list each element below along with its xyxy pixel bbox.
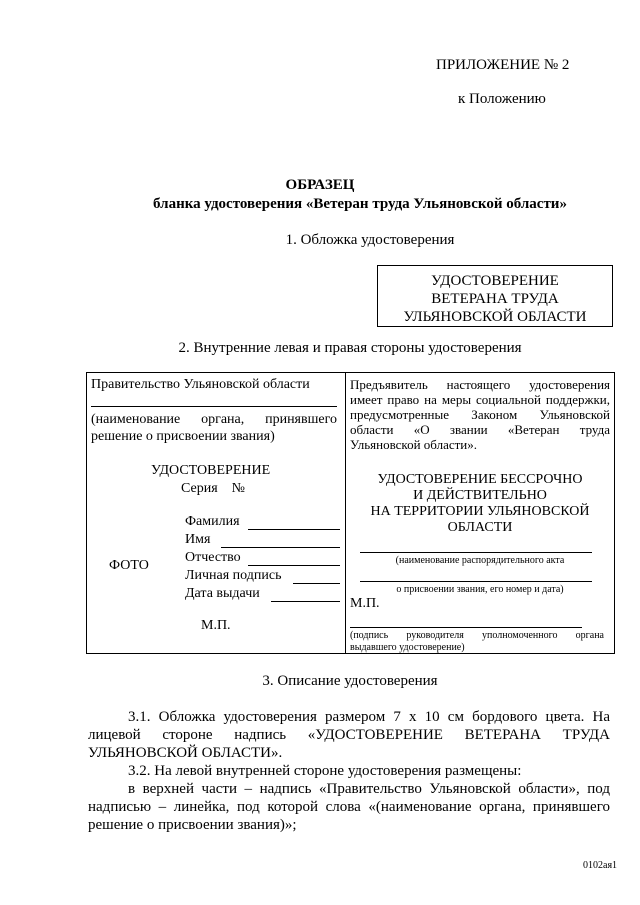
description-paragraph-2: 3.2. На левой внутренней стороне удостоверения размещены:: [128, 763, 522, 779]
document-title: ОБРАЗЕЦ: [285, 177, 355, 193]
document-subtitle: бланка удостоверения «Ветеран труда Ульяновской области»: [153, 196, 567, 212]
cover-box: [377, 265, 613, 327]
appendix-number: ПРИЛОЖЕНИЕ № 2: [436, 57, 570, 73]
bearer-rights-text: Предъявитель настоящего удостоверения имеет право на меры социальной поддержки, предусмотренные Законом Ульяновской области «О звании «Ветеран труда Ульяновской области».: [350, 377, 610, 452]
validity-line-1: УДОСТОВЕРЕНИЕ БЕССРОЧНО: [377, 472, 583, 487]
certificate-title: УДОСТОВЕРЕНИЕ: [151, 463, 271, 478]
spread-divider: [345, 373, 346, 653]
surname-line: [248, 529, 340, 530]
head-signature-note: (подпись руководителя уполномоченного органа выдавшего удостоверение): [350, 630, 604, 653]
organ-line: [91, 406, 337, 407]
footer-code: 0102ая1: [583, 860, 618, 871]
patronymic-label: Отчество: [185, 550, 241, 565]
section1-heading: 1. Обложка удостоверения: [285, 232, 455, 248]
cover-line-2: ВЕТЕРАНА ТРУДА: [431, 291, 559, 307]
act-line-1: [360, 552, 592, 553]
right-stamp-label: М.П.: [350, 596, 380, 611]
signature-line: [293, 583, 340, 584]
validity-line-2: И ДЕЙСТВИТЕЛЬНО: [413, 488, 547, 503]
organ-note: (наименование органа, принявшего решение о присвоении звания): [91, 412, 337, 444]
cover-line-3: УЛЬЯНОВСКОЙ ОБЛАСТИ: [403, 309, 587, 325]
act-note-1: (наименование распорядительного акта: [395, 555, 565, 566]
regulation-reference: к Положению: [458, 91, 546, 107]
description-paragraph-1: 3.1. Обложка удостоверения размером 7 х 10 см бордового цвета. На лицевой стороне надпись «УДОСТОВЕРЕНИЕ ВЕТЕРАНА ТРУДА УЛЬЯНОВСКОЙ ОБЛАСТИ».: [88, 709, 610, 761]
name-line: [221, 547, 340, 548]
photo-placeholder: ФОТО: [109, 558, 149, 573]
validity-block: [349, 472, 611, 536]
name-label: Имя: [185, 532, 211, 547]
certificate-series: Серия №: [181, 481, 246, 496]
section2-heading: 2. Внутренние левая и правая стороны удостоверения: [178, 340, 522, 356]
issue-date-label: Дата выдачи: [185, 586, 260, 601]
certificate-spread: [86, 372, 615, 654]
head-signature-line: [350, 627, 582, 628]
validity-line-3: НА ТЕРРИТОРИИ УЛЬЯНОВСКОЙ: [370, 504, 590, 519]
issue-date-line: [271, 601, 340, 602]
patronymic-line: [248, 565, 340, 566]
act-line-2: [360, 581, 592, 582]
act-note-2: о присвоении звания, его номер и дата): [396, 584, 564, 595]
section3-heading: 3. Описание удостоверения: [262, 673, 438, 689]
left-stamp-label: М.П.: [201, 618, 231, 633]
cover-line-1: УДОСТОВЕРЕНИЕ: [431, 273, 559, 289]
government-label: Правительство Ульяновской области: [91, 377, 310, 392]
validity-line-4: ОБЛАСТИ: [447, 520, 513, 535]
signature-label: Личная подпись: [185, 568, 282, 583]
surname-label: Фамилия: [185, 514, 240, 529]
description-paragraph-3: в верхней части – надпись «Правительство Ульяновской области», под надписью – линейка, под которой слова «(наименование органа, принявшего решение о присвоении звания)»;: [88, 781, 610, 833]
